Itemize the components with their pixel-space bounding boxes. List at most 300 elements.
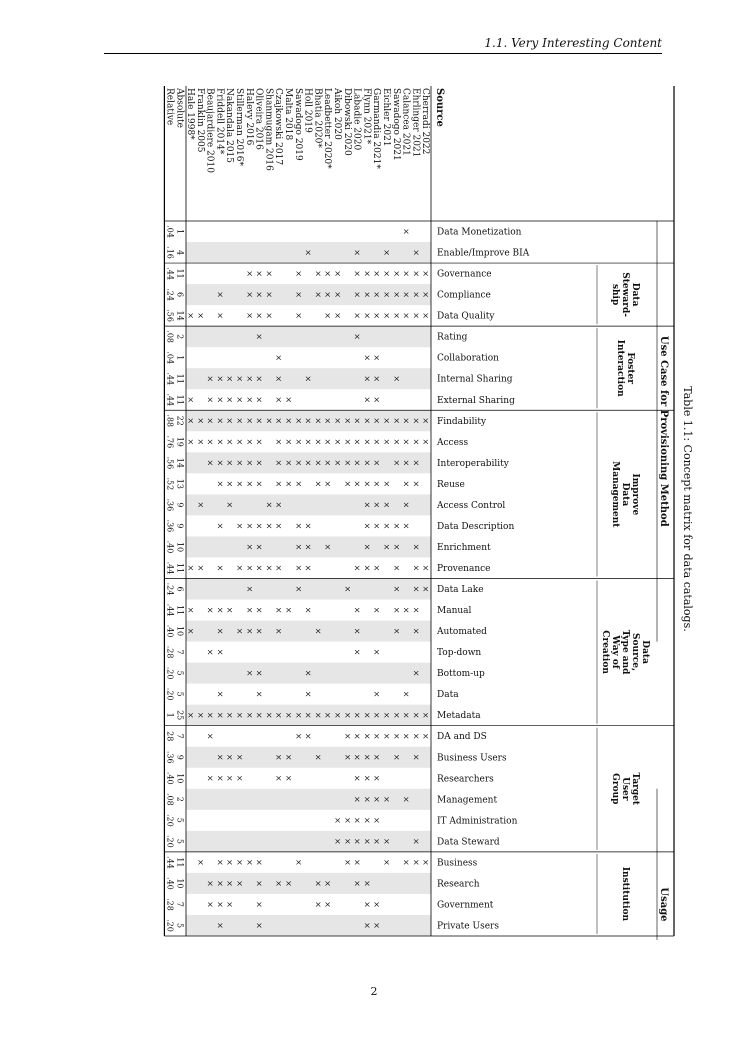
- cell-mark: ×: [195, 312, 205, 319]
- cell-mark: ×: [372, 291, 382, 298]
- cell-mark: ×: [195, 501, 205, 509]
- cell-mark: ×: [382, 795, 391, 803]
- group-label: Interaction: [615, 339, 625, 397]
- column-header: Top-down: [437, 648, 482, 659]
- absolute-value: 14: [175, 310, 185, 321]
- column-header: Data: [437, 690, 459, 701]
- cell-mark: ×: [333, 438, 342, 446]
- cell-mark: ×: [195, 417, 205, 425]
- table-canvas: [60, 78, 700, 940]
- cell-mark: ×: [205, 774, 215, 782]
- group-label: Institution: [620, 866, 630, 922]
- cell-mark: ×: [254, 522, 264, 530]
- absolute-value: 5: [175, 838, 185, 844]
- cell-mark: ×: [421, 312, 431, 319]
- cell-mark: ×: [342, 417, 352, 425]
- column-header: Management: [437, 795, 498, 806]
- cell-mark: ×: [372, 396, 382, 404]
- cell-mark: ×: [215, 922, 225, 929]
- cell-mark: ×: [313, 627, 323, 635]
- column-header: DA and DS: [437, 732, 487, 743]
- cell-mark: ×: [215, 564, 225, 572]
- relative-value: .28: [165, 645, 175, 659]
- cell-mark: ×: [333, 711, 342, 719]
- cell-mark: ×: [254, 333, 264, 341]
- absolute-value: 5: [175, 691, 185, 697]
- relative-label: Relative: [164, 88, 175, 126]
- cell-mark: ×: [372, 564, 382, 572]
- relative-value: .36: [165, 750, 175, 764]
- cell-mark: ×: [411, 249, 421, 256]
- relative-value: .20: [165, 835, 175, 848]
- cell-mark: ×: [362, 438, 372, 446]
- cell-mark: ×: [293, 732, 303, 740]
- cell-mark: ×: [372, 312, 382, 319]
- group-label: Data: [630, 282, 640, 307]
- cell-mark: ×: [372, 480, 382, 488]
- cell-mark: ×: [372, 354, 382, 362]
- cell-mark: ×: [195, 711, 205, 719]
- cell-mark: ×: [225, 774, 235, 782]
- absolute-value: 25: [175, 710, 185, 721]
- cell-mark: ×: [352, 333, 362, 341]
- cell-mark: ×: [215, 480, 225, 488]
- cell-mark: ×: [401, 438, 411, 446]
- cell-mark: ×: [391, 711, 401, 719]
- cell-mark: ×: [352, 859, 362, 866]
- cell-mark: ×: [411, 585, 421, 593]
- cell-mark: ×: [254, 859, 264, 866]
- cell-mark: ×: [333, 312, 342, 319]
- cell-mark: ×: [372, 522, 382, 530]
- cell-mark: ×: [342, 732, 352, 740]
- cell-mark: ×: [362, 312, 372, 319]
- cell-mark: ×: [342, 480, 352, 488]
- cell-mark: ×: [293, 480, 303, 488]
- cell-mark: ×: [274, 774, 284, 782]
- column-header: Data Quality: [437, 311, 495, 322]
- cell-mark: ×: [235, 564, 244, 572]
- cell-mark: ×: [274, 438, 284, 446]
- cell-mark: ×: [382, 522, 391, 530]
- cell-mark: ×: [284, 480, 293, 488]
- cell-mark: ×: [254, 291, 264, 298]
- cell-mark: ×: [323, 901, 333, 908]
- cell-mark: ×: [401, 859, 411, 866]
- absolute-value: 2: [175, 796, 185, 802]
- cell-mark: ×: [382, 291, 391, 298]
- relative-value: .56: [165, 456, 175, 470]
- cell-mark: ×: [313, 753, 323, 761]
- cell-mark: ×: [421, 438, 431, 446]
- cell-mark: ×: [254, 375, 264, 383]
- cell-mark: ×: [362, 459, 372, 467]
- cell-mark: ×: [293, 564, 303, 572]
- cell-mark: ×: [205, 438, 215, 446]
- column-header: Data Lake: [437, 585, 484, 596]
- column-header: Data Steward: [437, 837, 500, 848]
- cell-mark: ×: [215, 859, 225, 866]
- relative-value: .44: [165, 856, 175, 869]
- row-source: Ehrlinger 2021: [410, 88, 421, 158]
- relative-value: .16: [165, 246, 175, 259]
- cell-mark: ×: [303, 249, 313, 256]
- cell-mark: ×: [293, 438, 303, 446]
- cell-mark: ×: [342, 816, 352, 824]
- cell-mark: ×: [421, 417, 431, 425]
- row-source: Sawadogo 2019: [292, 88, 303, 161]
- relative-value: .44: [165, 603, 175, 617]
- cell-mark: ×: [362, 543, 372, 551]
- cell-mark: ×: [411, 564, 421, 572]
- absolute-value: 6: [175, 586, 185, 592]
- cell-mark: ×: [186, 396, 195, 404]
- cell-mark: ×: [225, 480, 235, 488]
- cell-mark: ×: [362, 816, 372, 824]
- column-header: Metadata: [437, 711, 481, 722]
- absolute-value: 7: [175, 733, 185, 739]
- cell-mark: ×: [352, 774, 362, 782]
- cell-mark: ×: [215, 880, 225, 887]
- column-header: Data Description: [437, 521, 515, 532]
- cell-mark: ×: [352, 417, 362, 425]
- cell-mark: ×: [215, 711, 225, 719]
- cell-mark: ×: [274, 417, 284, 425]
- cell-mark: ×: [186, 606, 195, 614]
- cell-mark: ×: [362, 774, 372, 782]
- row-source: Aikoh 2020: [332, 88, 342, 140]
- cell-mark: ×: [244, 396, 254, 404]
- relative-value: .24: [165, 582, 175, 596]
- table-caption: Table 1.1: Concept matrix for data catalogs.: [681, 386, 694, 632]
- cell-mark: ×: [215, 417, 225, 425]
- cell-mark: ×: [244, 585, 254, 593]
- cell-mark: ×: [362, 375, 372, 383]
- cell-mark: ×: [391, 375, 401, 383]
- cell-mark: ×: [215, 291, 225, 298]
- column-header: Internal Sharing: [437, 374, 513, 385]
- row-source: Hale 1998*: [185, 88, 195, 140]
- cell-mark: ×: [411, 627, 421, 635]
- column-header: IT Administration: [437, 816, 518, 827]
- cell-mark: ×: [205, 417, 215, 425]
- column-header: Business: [437, 858, 478, 869]
- group-label: Target: [630, 772, 640, 806]
- cell-mark: ×: [284, 774, 293, 782]
- absolute-value: 11: [175, 857, 185, 868]
- cell-mark: ×: [254, 417, 264, 425]
- cell-mark: ×: [382, 249, 391, 256]
- cell-mark: ×: [401, 690, 411, 698]
- cell-mark: ×: [421, 859, 431, 866]
- cell-mark: ×: [333, 816, 342, 824]
- row-source: Calancea 2021: [400, 88, 411, 156]
- cell-mark: ×: [274, 753, 284, 761]
- cell-mark: ×: [195, 859, 205, 866]
- cell-mark: ×: [254, 270, 264, 277]
- cell-mark: ×: [284, 396, 293, 404]
- cell-mark: ×: [382, 270, 391, 277]
- cell-mark: ×: [323, 291, 333, 298]
- cell-mark: ×: [215, 627, 225, 635]
- cell-mark: ×: [274, 880, 284, 887]
- cell-mark: ×: [372, 795, 382, 803]
- cell-mark: ×: [186, 417, 195, 425]
- cell-mark: ×: [333, 291, 342, 298]
- cell-mark: ×: [411, 312, 421, 319]
- cell-mark: ×: [352, 753, 362, 761]
- column-header: Reuse: [437, 479, 465, 490]
- cell-mark: ×: [293, 291, 303, 298]
- cell-mark: ×: [372, 501, 382, 509]
- cell-mark: ×: [372, 838, 382, 845]
- column-header: Researchers: [437, 774, 494, 785]
- group-label: Type and: [620, 629, 630, 675]
- cell-mark: ×: [195, 438, 205, 446]
- cell-mark: ×: [372, 270, 382, 277]
- cell-mark: ×: [205, 375, 215, 383]
- cell-mark: ×: [382, 543, 391, 551]
- cell-mark: ×: [352, 880, 362, 887]
- relative-value: .04: [165, 225, 175, 238]
- cell-mark: ×: [362, 354, 372, 362]
- cell-mark: ×: [293, 585, 303, 593]
- cell-mark: ×: [303, 375, 313, 383]
- cell-mark: ×: [205, 648, 215, 656]
- relative-value: .20: [165, 813, 175, 827]
- cell-mark: ×: [352, 816, 362, 824]
- cell-mark: ×: [244, 606, 254, 614]
- cell-mark: ×: [372, 816, 382, 824]
- cell-mark: ×: [362, 922, 372, 929]
- cell-mark: ×: [352, 732, 362, 740]
- cell-mark: ×: [391, 753, 401, 761]
- cell-mark: ×: [254, 901, 264, 908]
- cell-mark: ×: [205, 606, 215, 614]
- group-label: Source,: [630, 633, 640, 672]
- absolute-value: 11: [175, 394, 185, 405]
- cell-mark: ×: [391, 417, 401, 425]
- cell-mark: ×: [293, 543, 303, 551]
- cell-mark: ×: [254, 564, 264, 572]
- cell-mark: ×: [225, 438, 235, 446]
- cell-mark: ×: [225, 501, 235, 509]
- cell-mark: ×: [313, 438, 323, 446]
- cell-mark: ×: [244, 291, 254, 298]
- relative-value: .44: [165, 267, 175, 280]
- cell-mark: ×: [254, 543, 264, 551]
- cell-mark: ×: [264, 312, 274, 319]
- group-label: Improve: [630, 473, 640, 516]
- cell-mark: ×: [382, 312, 391, 319]
- cell-mark: ×: [205, 901, 215, 908]
- cell-mark: ×: [225, 859, 235, 866]
- cell-mark: ×: [244, 669, 254, 677]
- cell-mark: ×: [244, 543, 254, 551]
- cell-mark: ×: [303, 417, 313, 425]
- row-source: Holl 2019: [302, 88, 313, 133]
- cell-mark: ×: [205, 732, 215, 740]
- cell-mark: ×: [244, 270, 254, 277]
- cell-mark: ×: [254, 669, 264, 677]
- cell-mark: ×: [401, 501, 411, 509]
- top-group-label: Usage: [658, 887, 669, 922]
- cell-mark: ×: [254, 396, 264, 404]
- cell-mark: ×: [352, 312, 362, 319]
- cell-mark: ×: [293, 270, 303, 277]
- cell-mark: ×: [274, 522, 284, 530]
- row-source: Beaujardiere 2010: [204, 88, 215, 173]
- cell-mark: ×: [215, 606, 225, 614]
- cell-mark: ×: [303, 732, 313, 740]
- cell-mark: ×: [215, 901, 225, 908]
- group-label: Steward-: [620, 272, 630, 317]
- cell-mark: ×: [372, 901, 382, 908]
- cell-mark: ×: [235, 880, 244, 887]
- cell-mark: ×: [411, 711, 421, 719]
- cell-mark: ×: [284, 459, 293, 467]
- relative-value: .08: [165, 330, 175, 344]
- cell-mark: ×: [362, 417, 372, 425]
- row-source: Eichler 2021: [381, 88, 391, 147]
- cell-mark: ×: [264, 291, 274, 298]
- cell-mark: ×: [284, 606, 293, 614]
- header-rule: [104, 53, 662, 54]
- column-header: Collaboration: [437, 353, 499, 364]
- row-source: Friddell 2014*: [214, 88, 225, 155]
- cell-mark: ×: [401, 711, 411, 719]
- cell-mark: ×: [254, 312, 264, 319]
- cell-mark: ×: [421, 711, 431, 719]
- cell-mark: ×: [391, 270, 401, 277]
- column-header: Findability: [437, 416, 487, 427]
- cell-mark: ×: [391, 564, 401, 572]
- absolute-value: 9: [175, 754, 185, 760]
- cell-mark: ×: [382, 417, 391, 425]
- cell-mark: ×: [235, 396, 244, 404]
- cell-mark: ×: [421, 291, 431, 298]
- cell-mark: ×: [215, 690, 225, 698]
- absolute-value: 2: [175, 334, 185, 340]
- cell-mark: ×: [293, 459, 303, 467]
- cell-mark: ×: [244, 417, 254, 425]
- cell-mark: ×: [401, 291, 411, 298]
- column-header: Rating: [437, 332, 468, 343]
- absolute-value: 6: [175, 292, 185, 298]
- column-header: Access Control: [437, 500, 506, 511]
- column-header: Business Users: [437, 753, 507, 764]
- cell-mark: ×: [303, 543, 313, 551]
- cell-mark: ×: [313, 459, 323, 467]
- relative-value: .36: [165, 519, 175, 533]
- cell-mark: ×: [215, 753, 225, 761]
- cell-mark: ×: [411, 291, 421, 298]
- cell-mark: ×: [225, 880, 235, 887]
- cell-mark: ×: [244, 564, 254, 572]
- cell-mark: ×: [244, 312, 254, 319]
- group-label: Management: [610, 461, 620, 528]
- absolute-value: 11: [175, 562, 185, 574]
- absolute-value: 22: [175, 415, 185, 426]
- cell-mark: ×: [323, 459, 333, 467]
- group-label: Group: [610, 773, 620, 805]
- cell-mark: ×: [186, 312, 195, 319]
- cell-mark: ×: [382, 732, 391, 740]
- column-header: Governance: [437, 269, 492, 280]
- absolute-value: 19: [175, 436, 185, 447]
- cell-mark: ×: [352, 627, 362, 635]
- cell-mark: ×: [362, 711, 372, 719]
- cell-mark: ×: [411, 270, 421, 277]
- cell-mark: ×: [225, 459, 235, 467]
- cell-mark: ×: [382, 711, 391, 719]
- cell-mark: ×: [372, 690, 382, 698]
- relative-value: .20: [165, 919, 175, 932]
- group-label: Way of: [610, 635, 620, 669]
- cell-mark: ×: [274, 606, 284, 614]
- cell-mark: ×: [421, 585, 431, 593]
- cell-mark: ×: [284, 711, 293, 719]
- cell-mark: ×: [274, 627, 284, 635]
- cell-mark: ×: [333, 838, 342, 845]
- cell-mark: ×: [293, 522, 303, 530]
- cell-mark: ×: [303, 711, 313, 719]
- cell-mark: ×: [323, 312, 333, 319]
- group-label: Foster: [625, 352, 635, 385]
- cell-mark: ×: [244, 859, 254, 866]
- cell-mark: ×: [372, 753, 382, 761]
- cell-mark: ×: [411, 838, 421, 845]
- cell-mark: ×: [235, 774, 244, 782]
- relative-value: .36: [165, 498, 175, 512]
- group-label: Data: [620, 482, 630, 507]
- row-source: Halevy 2016: [243, 88, 254, 146]
- cell-mark: ×: [352, 648, 362, 656]
- cell-mark: ×: [205, 459, 215, 467]
- cell-mark: ×: [313, 480, 323, 488]
- relative-value: 28: [165, 731, 175, 742]
- cell-mark: ×: [186, 711, 195, 719]
- cell-mark: ×: [342, 459, 352, 467]
- cell-mark: ×: [362, 522, 372, 530]
- cell-mark: ×: [254, 922, 264, 929]
- cell-mark: ×: [391, 522, 401, 530]
- cell-mark: ×: [391, 459, 401, 467]
- cell-mark: ×: [274, 396, 284, 404]
- shaded-column: [186, 494, 431, 515]
- cell-mark: ×: [323, 417, 333, 425]
- cell-mark: ×: [352, 838, 362, 845]
- relative-value: .20: [165, 687, 175, 701]
- cell-mark: ×: [274, 480, 284, 488]
- cell-mark: ×: [401, 312, 411, 319]
- cell-mark: ×: [244, 522, 254, 530]
- cell-mark: ×: [313, 291, 323, 298]
- cell-mark: ×: [254, 711, 264, 719]
- cell-mark: ×: [293, 312, 303, 319]
- cell-mark: ×: [244, 438, 254, 446]
- relative-value: .04: [165, 351, 175, 365]
- relative-value: .40: [165, 771, 175, 785]
- cell-mark: ×: [382, 859, 391, 866]
- cell-mark: ×: [411, 732, 421, 740]
- cell-mark: ×: [244, 711, 254, 719]
- cell-mark: ×: [205, 711, 215, 719]
- cell-mark: ×: [264, 270, 274, 277]
- cell-mark: ×: [225, 753, 235, 761]
- cell-mark: ×: [362, 564, 372, 572]
- cell-mark: ×: [254, 627, 264, 635]
